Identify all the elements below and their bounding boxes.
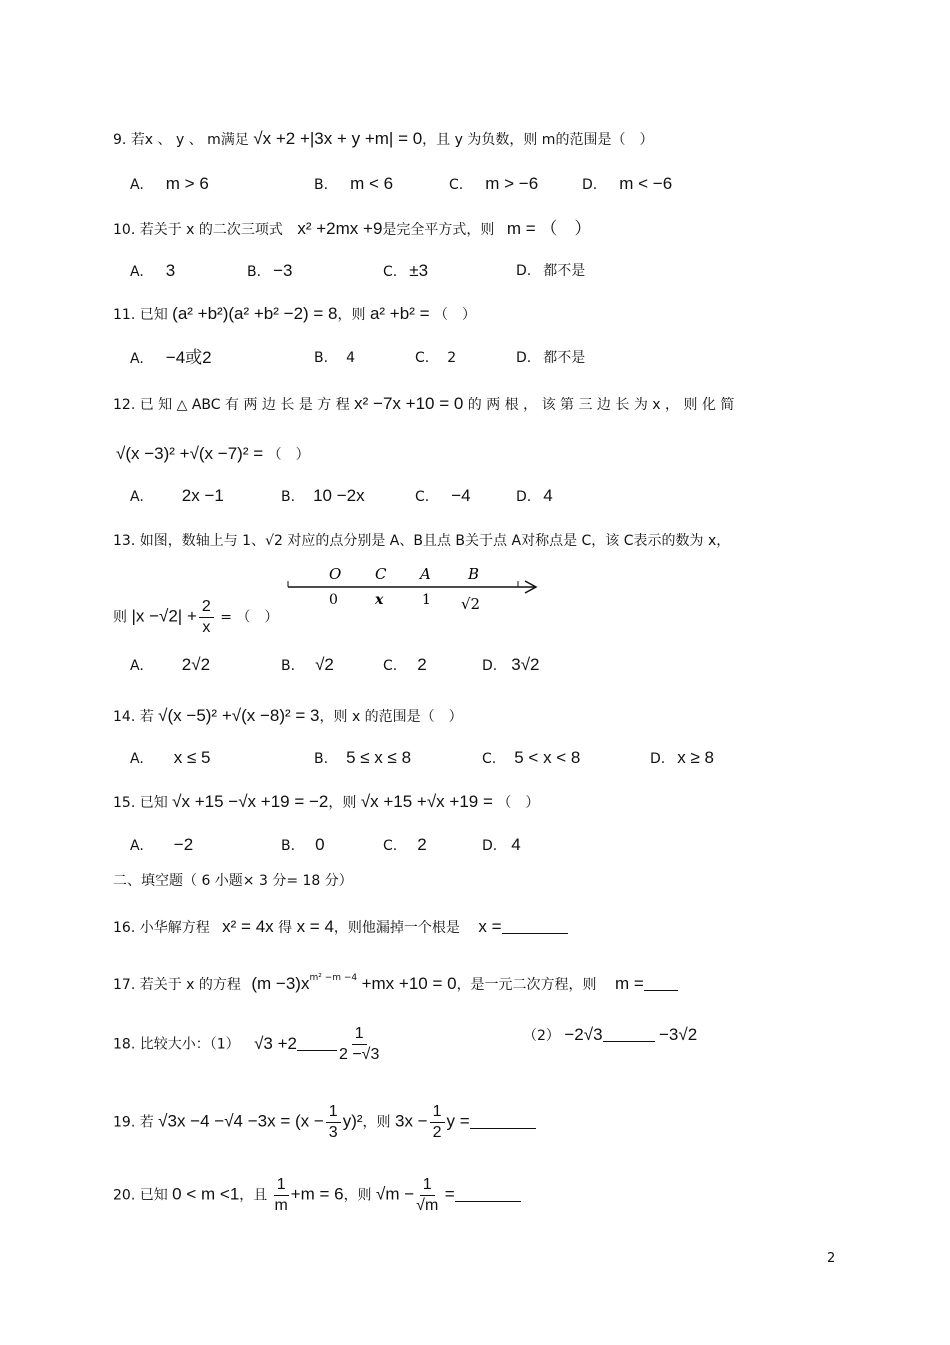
point-label-o: O <box>329 565 342 583</box>
option-c[interactable] <box>449 173 538 196</box>
question-text: 若关于 x 的方程 <box>139 977 241 993</box>
option-a[interactable] <box>130 173 209 196</box>
option-value: 4 <box>511 835 521 854</box>
fraction-denominator: √m <box>416 1197 439 1214</box>
answer-blank[interactable] <box>470 1114 536 1129</box>
fraction-numerator: 1 <box>274 1175 289 1196</box>
option-d[interactable] <box>516 260 585 282</box>
question-12 <box>113 393 838 416</box>
option-d[interactable] <box>516 485 553 508</box>
question-number: 19. <box>113 1114 136 1131</box>
question-text: 如图，数轴上与 1、√2 对应的点分别是 A、B且点 B关于点 A对称点是 C，该 C表示的数为 x， <box>139 533 731 549</box>
value-label-x: x <box>375 592 384 608</box>
option-d[interactable] <box>516 347 585 369</box>
number-line-figure <box>285 562 545 620</box>
question-number: 10. <box>113 222 136 238</box>
math-expression: m = <box>615 974 644 993</box>
option-c[interactable] <box>415 347 456 369</box>
option-label: A. <box>130 751 144 767</box>
fraction-denominator: 2 −√3 <box>338 1046 380 1063</box>
option-value: 3√2 <box>511 655 540 674</box>
math-expression: √(x −3)² +√(x −7)² = <box>116 444 264 463</box>
math-expression: x² −7x +10 = 0 <box>354 394 464 413</box>
question-text: 的 两 根 ， 该 第 三 边 长 为 x ， 则 化 简 <box>467 397 735 413</box>
question-10 <box>113 218 591 241</box>
option-label: B. <box>314 177 329 193</box>
option-value: 都不是 <box>543 263 586 279</box>
question-text: ，且 <box>239 1187 268 1204</box>
section-heading: 二、填空题（ 6 小题× 3 分= 18 分） <box>113 873 353 889</box>
exponent: m² −m −4 <box>309 973 358 983</box>
option-b[interactable] <box>314 347 355 369</box>
question-text: ，则 <box>328 795 357 811</box>
question-text: （2） <box>523 1028 560 1044</box>
option-label: A. <box>130 838 144 854</box>
option-label: B. <box>247 264 262 280</box>
question-text: 已 知 △ ABC 有 两 边 长 是 方 程 <box>139 397 350 413</box>
question-19 <box>113 1102 536 1143</box>
question-14 <box>113 705 463 728</box>
question-text: （ ） <box>497 795 540 811</box>
question-13-line2 <box>113 597 278 638</box>
point-label-a: A <box>420 565 431 583</box>
question-text: 已知 <box>139 1187 168 1204</box>
page-number <box>827 1248 835 1270</box>
math-expression: (a² +b²)(a² +b² −2) = 8 <box>172 304 338 323</box>
point-label-c: C <box>375 565 387 583</box>
question-16 <box>113 916 568 939</box>
option-value: −4 <box>451 486 471 505</box>
option-label: A. <box>130 351 144 367</box>
math-expression: +m = 6 <box>290 1184 344 1204</box>
option-value: 5 < x < 8 <box>514 748 581 767</box>
option-a[interactable] <box>130 834 193 857</box>
question-text: 比较大小：（1） <box>139 1036 240 1053</box>
option-label: A. <box>130 264 144 280</box>
option-label: D. <box>482 838 498 854</box>
option-c[interactable] <box>482 747 580 770</box>
option-value: √2 <box>315 655 334 674</box>
fraction <box>274 1175 289 1216</box>
math-expression: √m − <box>376 1184 415 1204</box>
question-text: ，则 <box>362 1114 391 1131</box>
option-value: m < −6 <box>619 174 673 193</box>
option-value: 4 <box>346 350 355 366</box>
question-text: = （ ） <box>220 609 279 626</box>
math-expression: √x +15 +√x +19 = <box>360 792 493 811</box>
option-c[interactable] <box>383 260 428 283</box>
fraction-denominator: x <box>202 619 211 636</box>
math-expression: √(x −5)² +√(x −8)² = 3 <box>158 706 320 725</box>
option-label: B. <box>281 658 296 674</box>
question-11 <box>113 303 476 326</box>
question-text: ，且 y 为负数，则 m的范围是（ ） <box>422 132 654 148</box>
question-text: 小华解方程 <box>139 920 210 936</box>
option-value: m > 6 <box>165 174 209 193</box>
question-number: 15. <box>113 795 136 811</box>
math-expression: −3√2 <box>659 1025 698 1044</box>
option-label: C. <box>482 751 497 767</box>
value-label-1: 1 <box>422 592 431 608</box>
question-text: 若x 、 y 、 m满足 <box>130 132 249 148</box>
question-18 <box>113 1024 381 1065</box>
page-number-text: 2 <box>827 1251 836 1266</box>
option-label: C. <box>415 350 430 366</box>
option-label: D. <box>516 350 532 366</box>
option-c[interactable] <box>383 654 427 677</box>
option-a[interactable] <box>130 747 211 770</box>
math-expression: x² +2mx +9 <box>297 219 383 238</box>
math-expression: m = （ ） <box>506 219 592 238</box>
question-text: ，则他漏掉一个根是 <box>333 920 460 936</box>
option-value: −2 <box>173 835 194 854</box>
section-title <box>113 870 353 892</box>
option-label: B. <box>314 350 329 366</box>
option-label: A. <box>130 489 144 505</box>
question-number: 17. <box>113 977 136 993</box>
question-text: ，则 <box>343 1187 372 1204</box>
question-number: 11. <box>113 307 136 323</box>
option-label: D. <box>482 658 498 674</box>
fraction <box>430 1102 445 1143</box>
option-b[interactable] <box>314 747 411 770</box>
math-expression: √3 +2 <box>254 1033 297 1053</box>
answer-blank[interactable] <box>297 1036 337 1051</box>
option-b[interactable] <box>247 260 292 283</box>
option-value: 2 <box>447 350 457 366</box>
option-label: C. <box>449 177 464 193</box>
option-label: C. <box>383 264 398 280</box>
question-text: 若 <box>139 709 154 725</box>
fraction-numerator: 2 <box>199 597 214 618</box>
question-number: 14. <box>113 709 136 725</box>
math-expression: a² +b² = <box>369 304 430 323</box>
option-label: B. <box>314 751 329 767</box>
question-number: 13. <box>113 533 136 549</box>
fraction-numerator: 1 <box>420 1175 435 1196</box>
option-b[interactable] <box>281 834 325 857</box>
question-text: ，则 <box>337 307 366 323</box>
question-text: 若关于 x 的二次三项式 <box>139 222 283 238</box>
question-text: ，是一元二次方程，则 <box>456 977 597 993</box>
option-label: D. <box>650 751 666 767</box>
question-20 <box>113 1175 521 1216</box>
question-number: 12. <box>113 397 136 413</box>
math-expression: 3x − <box>394 1111 428 1131</box>
answer-blank[interactable] <box>502 919 568 934</box>
option-label: D. <box>516 489 532 505</box>
option-label: B. <box>281 489 296 505</box>
fraction-denominator: 3 <box>328 1124 338 1141</box>
option-value: −4或2 <box>165 348 212 367</box>
question-number: 20. <box>113 1187 136 1204</box>
question-text: （ ） <box>433 307 476 323</box>
math-expression: x² = 4x <box>222 917 274 936</box>
math-expression: y = <box>446 1111 470 1131</box>
option-value: 0 <box>315 835 325 854</box>
option-d[interactable] <box>482 834 521 857</box>
math-expression: x = <box>478 917 502 936</box>
option-value: m > −6 <box>485 174 539 193</box>
option-value: x ≥ 8 <box>677 748 714 767</box>
option-b[interactable] <box>314 173 393 196</box>
answer-blank[interactable] <box>603 1027 655 1042</box>
math-expression: √x +15 −√x +19 = −2 <box>172 792 329 811</box>
question-17 <box>113 967 678 996</box>
answer-blank[interactable] <box>644 976 678 991</box>
question-9 <box>113 128 653 151</box>
math-expression: −2√3 <box>564 1025 603 1044</box>
option-value: 4 <box>543 486 553 505</box>
math-expression: (m −3)x <box>251 974 310 993</box>
question-text: ，则 x 的范围是（ ） <box>319 709 463 725</box>
option-a[interactable] <box>130 347 212 370</box>
option-value: x ≤ 5 <box>173 748 211 767</box>
option-label: A. <box>130 658 144 674</box>
math-expression: 0 < m <1 <box>172 1184 240 1204</box>
question-text: 则 <box>113 609 127 626</box>
math-expression: +mx +10 = 0 <box>361 974 457 993</box>
math-expression: = <box>444 1184 455 1204</box>
question-number: 9. <box>113 132 127 148</box>
question-13 <box>113 530 730 552</box>
math-expression: √3x −4 −√4 −3x = (x − <box>158 1111 324 1131</box>
question-text: 得 <box>278 920 293 936</box>
option-value: 2 <box>417 835 427 854</box>
option-value: m < 6 <box>350 174 394 193</box>
fraction-numerator: 1 <box>326 1102 341 1123</box>
fraction <box>326 1102 341 1143</box>
option-value: 2√2 <box>181 655 211 674</box>
option-d[interactable] <box>650 747 714 770</box>
option-label: B. <box>281 838 296 854</box>
question-18-part2 <box>523 1024 697 1047</box>
point-label-b: B <box>468 565 480 583</box>
option-label: C. <box>383 838 398 854</box>
fraction <box>416 1175 438 1216</box>
option-label: A. <box>130 177 144 193</box>
question-15 <box>113 791 539 814</box>
option-value: −3 <box>273 261 293 280</box>
option-b[interactable] <box>281 654 334 677</box>
option-value: ±3 <box>409 261 429 280</box>
fraction-numerator: 1 <box>430 1102 445 1123</box>
math-expression: √x +2 +|3x + y +m| = 0 <box>253 129 423 148</box>
option-value: 10 −2x <box>313 486 365 505</box>
question-text: 若 <box>139 1114 154 1131</box>
value-label-0: 0 <box>329 592 338 608</box>
question-12-line2 <box>116 443 310 466</box>
option-value: 3 <box>165 261 176 280</box>
option-value: 都不是 <box>543 350 586 366</box>
option-d[interactable] <box>482 654 539 677</box>
fraction-numerator: 1 <box>352 1024 367 1045</box>
math-expression: y)² <box>342 1111 363 1131</box>
fraction-denominator: 2 <box>432 1124 442 1141</box>
question-text: 已知 <box>139 307 168 323</box>
option-label: C. <box>415 489 430 505</box>
option-d[interactable] <box>582 173 672 196</box>
question-number: 16. <box>113 920 136 936</box>
option-a[interactable] <box>130 654 210 677</box>
fraction <box>199 597 214 638</box>
math-expression: x = 4 <box>296 917 334 936</box>
option-label: D. <box>516 263 532 279</box>
option-a[interactable] <box>130 260 175 283</box>
answer-blank[interactable] <box>455 1187 521 1202</box>
option-label: D. <box>582 177 598 193</box>
question-text: 已知 <box>139 795 168 811</box>
option-label: C. <box>383 658 398 674</box>
option-value: 2 <box>417 655 427 674</box>
question-text: 是完全平方式，则 <box>382 222 495 238</box>
question-text: （ ） <box>267 447 310 463</box>
fraction-denominator: m <box>274 1197 288 1214</box>
option-value: 2x −1 <box>181 486 224 505</box>
option-a[interactable] <box>130 485 224 508</box>
question-number: 18. <box>113 1036 136 1053</box>
fraction <box>339 1024 379 1065</box>
option-b[interactable] <box>281 485 365 508</box>
math-expression: |x −√2| + <box>131 606 197 626</box>
option-value: 5 ≤ x ≤ 8 <box>346 748 412 767</box>
option-c[interactable] <box>415 485 471 508</box>
value-label-sqrt2: √2 <box>461 595 481 613</box>
option-c[interactable] <box>383 834 427 857</box>
